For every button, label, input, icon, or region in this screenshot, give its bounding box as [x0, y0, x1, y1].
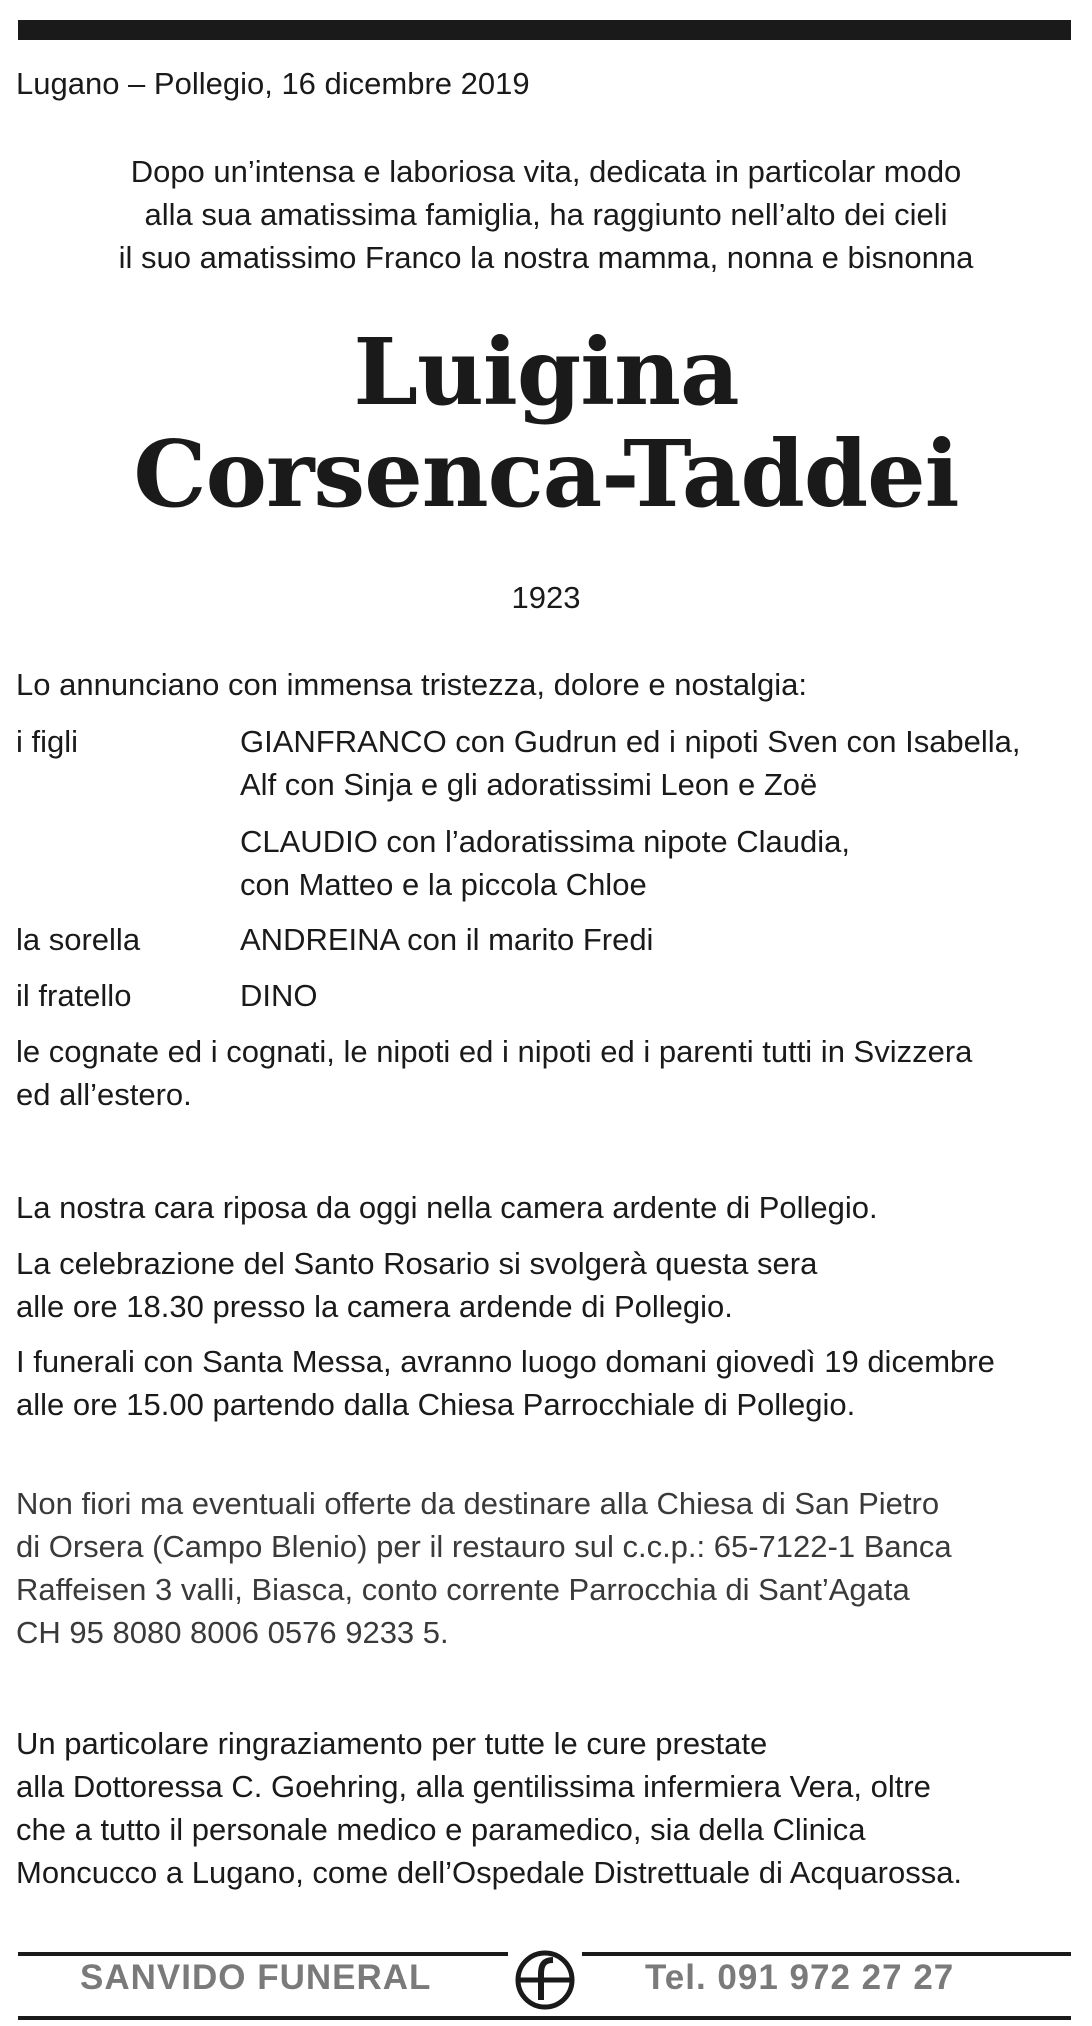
- intro-text: [0, 150, 1092, 279]
- thanks-line: Un particolare ringraziamento per tutte le cure prestate: [16, 1726, 768, 1761]
- donation-line: di Orsera (Campo Blenio) per il restauro sul c.c.p.: 65-7122-1 Banca: [16, 1529, 952, 1564]
- donation-line: CH 95 8080 8006 0576 9233 5.: [16, 1615, 449, 1650]
- figli-entry: con Matteo e la piccola Chloe: [240, 867, 647, 902]
- figli-label: i figli: [16, 724, 79, 759]
- other-relatives: le cognate ed i cognati, le nipoti ed i nipoti ed i parenti tutti in Svizzera: [16, 1034, 973, 1069]
- birth-year: 1923: [511, 580, 581, 615]
- company-phone: Tel. 091 972 27 27: [645, 1958, 955, 1997]
- arrangement-line: La celebrazione del Santo Rosario si svolgerà questa sera: [16, 1246, 818, 1281]
- fratello-label: il fratello: [16, 978, 132, 1013]
- intro-line: alla sua amatissima famiglia, ha raggiunto nell’alto dei cieli: [144, 197, 948, 232]
- sorella-label: la sorella: [16, 922, 141, 957]
- announcement-lead: Lo annunciano con immensa tristezza, dolore e nostalgia:: [16, 667, 807, 702]
- footer-rule-left: [18, 1952, 508, 1956]
- place-date: Lugano – Pollegio, 16 dicembre 2019: [16, 66, 530, 101]
- thanks-line: Moncucco a Lugano, come dell’Ospedale Distrettuale di Acquarossa.: [16, 1855, 963, 1890]
- arrangement-line: alle ore 18.30 presso la camera ardende di Pollegio.: [16, 1289, 733, 1324]
- intro-line: il suo amatissimo Franco la nostra mamma, nonna e bisnonna: [118, 240, 974, 275]
- deceased-surname: Corsenca-Taddei: [133, 420, 959, 528]
- figli-entry: CLAUDIO con l’adoratissima nipote Claudia,: [240, 824, 850, 859]
- arrangement-line: alle ore 15.00 partendo dalla Chiesa Parrocchiale di Pollegio.: [16, 1387, 856, 1422]
- arrangement-line: I funerali con Santa Messa, avranno luogo domani giovedì 19 dicembre: [16, 1344, 995, 1379]
- sorella-entry: ANDREINA con il marito Fredi: [240, 922, 654, 957]
- donation-line: Raffeisen 3 valli, Biasca, conto corrente Parrocchia di Sant’Agata: [16, 1572, 910, 1607]
- other-relatives: ed all’estero.: [16, 1077, 192, 1112]
- footer-bottom-rule: [18, 2016, 1071, 2020]
- top-rule: [18, 20, 1071, 40]
- arrangement-line: La nostra cara riposa da oggi nella camera ardente di Pollegio.: [16, 1190, 878, 1225]
- thanks-line: che a tutto il personale medico e paramedico, sia della Clinica: [16, 1812, 866, 1847]
- company-name: SANVIDO FUNERAL: [80, 1958, 432, 1997]
- donation-line: Non fiori ma eventuali offerte da destinare alla Chiesa di San Pietro: [16, 1486, 940, 1521]
- sanvido-logo-icon: [513, 1948, 577, 2012]
- figli-entry: GIANFRANCO con Gudrun ed i nipoti Sven con Isabella,: [240, 724, 1021, 759]
- thanks-line: alla Dottoressa C. Goehring, alla gentilissima infermiera Vera, oltre: [16, 1769, 931, 1804]
- figli-entry: Alf con Sinja e gli adoratissimi Leon e Zoë: [240, 767, 818, 802]
- footer-rule-right: [582, 1952, 1071, 1956]
- fratello-entry: DINO: [240, 978, 318, 1013]
- intro-line: Dopo un’intensa e laboriosa vita, dedicata in particolar modo: [130, 154, 962, 189]
- deceased-first-name: Luigina: [353, 318, 739, 426]
